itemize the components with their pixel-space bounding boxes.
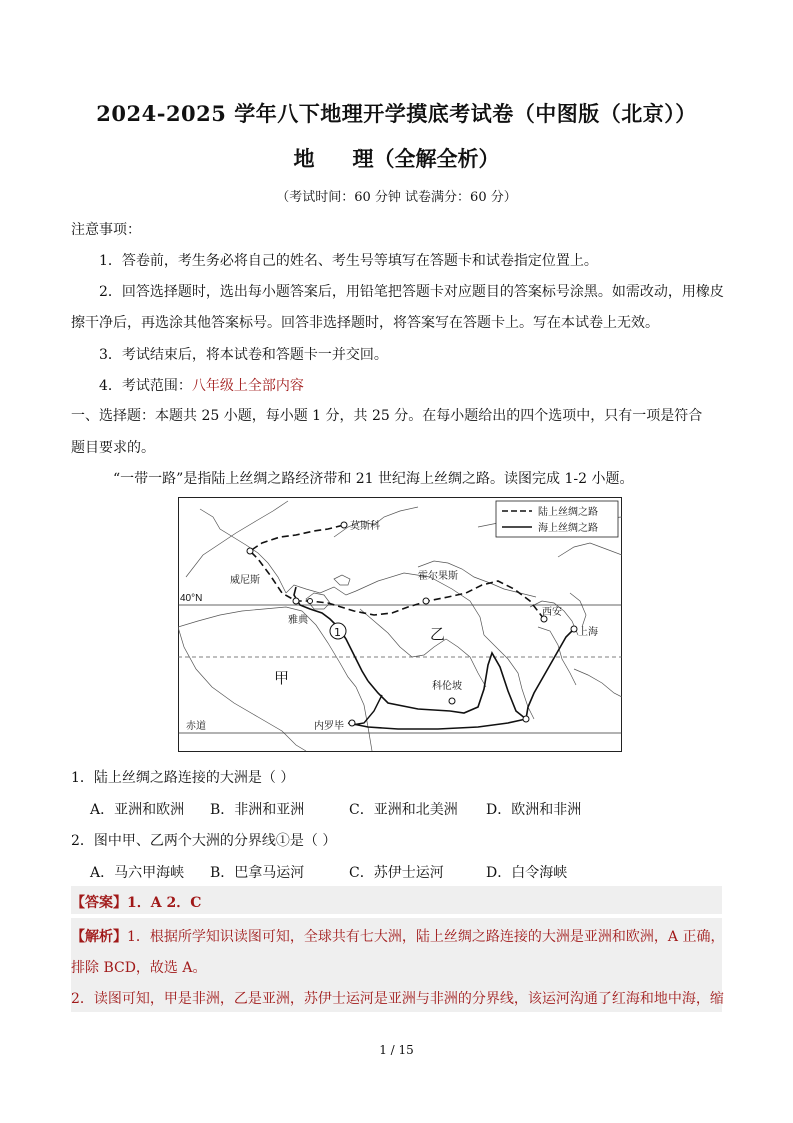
note-2a: 2．回答选择题时，选出每小题答案后，用铅笔把答题卡对应题目的答案标号涂黑。如需改动，用橡皮 (99, 284, 724, 300)
note-4 (99, 375, 304, 395)
subject-title (0, 143, 793, 173)
boundary-marker-label: 1 (334, 626, 341, 639)
silk-road-map (178, 497, 622, 752)
shanghai-point (571, 626, 577, 632)
legend-sea-label: 海上丝绸之路 (538, 523, 598, 534)
page-number: 1 / 15 (379, 1043, 414, 1057)
q1-options (90, 799, 581, 819)
q2-option-c: C．苏伊士运河 (349, 865, 444, 881)
subject-title-a: 地 (293, 146, 315, 171)
istanbul-point (308, 599, 313, 604)
moscow-point (341, 522, 347, 528)
q1-option-c: C．亚洲和北美洲 (349, 802, 458, 818)
q2-option-d: D．白令海峡 (486, 865, 568, 881)
label-venice: 威尼斯 (230, 575, 260, 586)
q2-options (90, 862, 567, 882)
note-4-scope: 八年级上全部内容 (191, 378, 304, 394)
notes-heading: 注意事项： (71, 222, 141, 238)
analysis-line-3: 2．读图可知，甲是非洲，乙是亚洲，苏伊士运河是亚洲与非洲的分界线，该运河沟通了红海和地中海，缩 (71, 991, 724, 1007)
answer-text: 1．A 2．C (127, 895, 202, 911)
legend-land-label: 陆上丝绸之路 (538, 507, 598, 518)
section1-intro-b: 题目要求的。 (71, 440, 155, 456)
venice-point (247, 548, 253, 554)
q1-option-d: D．欧洲和非洲 (486, 802, 582, 818)
label-jia: 甲 (274, 669, 290, 687)
label-xian: 西安 (542, 607, 562, 618)
label-horgos: 霍尔果斯 (418, 571, 458, 582)
label-shanghai: 上海 (578, 627, 598, 638)
label-colombo: 科伦坡 (432, 681, 462, 692)
section1-lead: “一带一路”是指陆上丝绸之路经济带和 21 世纪海上丝绸之路。读图完成 1-2 小题。 (113, 471, 634, 487)
q1-option-a: A．亚洲和欧洲 (90, 802, 185, 818)
label-moscow: 莫斯科 (350, 521, 380, 532)
nairobi-point (349, 720, 355, 726)
note-3: 3．考试结束后，将本试卷和答题卡一并交回。 (99, 347, 388, 363)
exam-time: （考试时间：60 分钟 试卷满分：60 分） (276, 190, 517, 205)
note-2b: 擦干净后，再选涂其他答案标号。回答非选择题时，将答案写在答题卡上。写在本试卷上无效。 (71, 315, 659, 331)
colombo-point (449, 698, 455, 704)
label-athens: 雅典 (288, 615, 308, 626)
label-equator: 赤道 (186, 721, 206, 732)
malacca-point (523, 716, 529, 722)
q2-option-b: B．巴拿马运河 (210, 865, 305, 881)
label-nairobi: 内罗毕 (314, 721, 344, 732)
analysis-line-1 (71, 926, 724, 946)
horgos-point (423, 598, 429, 604)
answer-label: 【答案】 (71, 895, 127, 911)
note-4-prefix: 4．考试范围： (99, 378, 192, 394)
subject-title-b: 理（全解全析） (352, 146, 500, 171)
label-40n: 40°N (180, 593, 203, 604)
analysis-text-1: 1．根据所学知识读图可知，全球共有七大洲，陆上丝绸之路连接的大洲是亚洲和欧洲，A 正确， (127, 929, 725, 945)
section1-intro-a: 一、选择题：本题共 25 小题，每小题 1 分，共 25 分。在每小题给出的四个选项中，只有一项是符合 (71, 408, 703, 424)
q2-option-a: A．马六甲海峡 (90, 865, 185, 881)
q2-stem: 2．图中甲、乙两个大洲的分界线①是（ ） (71, 833, 337, 849)
exam-title: 2024-2025 学年八下地理开学摸底考试卷（中图版（北京）） (96, 101, 697, 126)
q1-stem: 1．陆上丝绸之路连接的大洲是（ ） (71, 770, 295, 786)
athens-point (293, 598, 299, 604)
analysis-line-2: 排除 BCD，故选 A。 (71, 960, 207, 976)
analysis-label: 【解析】 (71, 929, 127, 945)
label-yi: 乙 (430, 625, 446, 643)
note-1: 1．答卷前，考生务必将自己的姓名、考生号等填写在答题卡和试卷指定位置上。 (99, 253, 598, 269)
answer-line (71, 892, 201, 912)
q1-option-b: B．非洲和亚洲 (210, 802, 305, 818)
